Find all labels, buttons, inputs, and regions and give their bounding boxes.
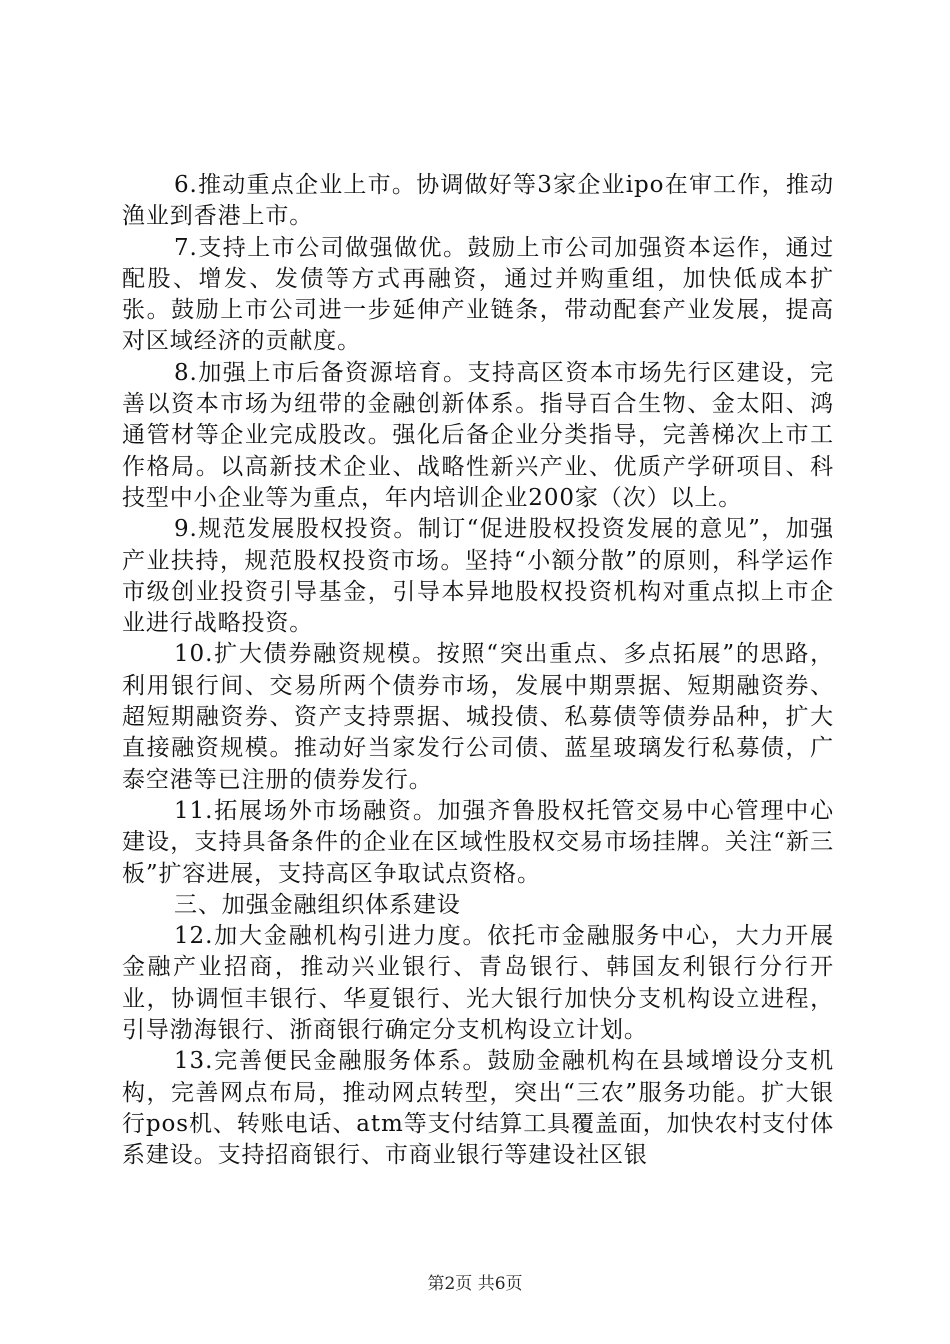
paragraph-item-12: 12.加大金融机构引进力度。依托市金融服务中心，大力开展金融产业招商，推动兴业银行、青岛银行、韩国友利银行分行开业，协调恒丰银行、华夏银行、光大银行加快分支机构设立进程，引导渤海银行、浙商银行确定分支机构设立计划。 bbox=[122, 923, 834, 1044]
paragraph-item-7: 7.支持上市公司做强做优。鼓励上市公司加强资本运作，通过配股、增发、发债等方式再融资，通过并购重组，加快低成本扩张。鼓励上市公司进一步延伸产业链条，带动配套产业发展，提高对区域经济的贡献度。 bbox=[122, 234, 834, 355]
document-body bbox=[122, 170, 834, 1172]
paragraph-item-13: 13.完善便民金融服务体系。鼓励金融机构在县域增设分支机构，完善网点布局，推动网点转型，突出“三农”服务功能。扩大银行pos机、转账电话、atm等支付结算工具覆盖面，加快农村支付体系建设。支持招商银行、市商业银行等建设社区银 bbox=[122, 1048, 834, 1169]
page-footer: 第2页 共6页 bbox=[427, 1274, 523, 1294]
paragraph-item-8: 8.加强上市后备资源培育。支持高区资本市场先行区建设，完善以资本市场为纽带的金融创新体系。指导百合生物、金太阳、鸿通管材等企业完成股改。强化后备企业分类指导，完善梯次上市工作格局。以高新技术企业、战略性新兴产业、优质产学研项目、科技型中小企业等为重点，年内培训企业200家（次）以上。 bbox=[122, 359, 834, 511]
paragraph-item-10: 10.扩大债券融资规模。按照“突出重点、多点拓展”的思路，利用银行间、交易所两个债券市场，发展中期票据、短期融资券、超短期融资券、资产支持票据、城投债、私募债等债券品种，扩大直接融资规模。推动好当家发行公司债、蓝星玻璃发行私募债，广泰空港等已注册的债券发行。 bbox=[122, 641, 834, 793]
section-heading: 三、加强金融组织体系建设 bbox=[174, 891, 461, 918]
paragraph-item-11: 11.拓展场外市场融资。加强齐鲁股权托管交易中心管理中心建设，支持具备条件的企业在区域性股权交易市场挂牌。关注“新三板”扩容进展，支持高区争取试点资格。 bbox=[122, 797, 834, 887]
paragraph-item-6: 6.推动重点企业上市。协调做好等3家企业ipo在审工作，推动渔业到香港上市。 bbox=[122, 172, 834, 230]
paragraph-item-9: 9.规范发展股权投资。制订“促进股权投资发展的意见”，加强产业扶持，规范股权投资市场。坚持“小额分散”的原则，科学运作市级创业投资引导基金，引导本异地股权投资机构对重点拟上市企业进行战略投资。 bbox=[122, 516, 834, 637]
